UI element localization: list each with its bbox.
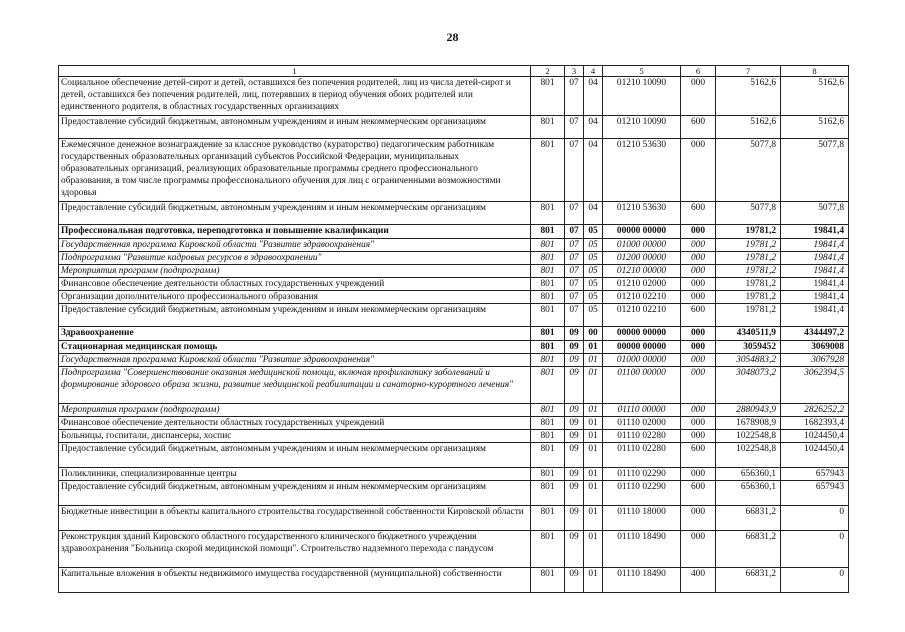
expense-type-cell: 000 <box>681 430 716 443</box>
expense-type-cell: 000 <box>681 239 716 252</box>
amount-year1-cell: 66831,2 <box>716 531 781 568</box>
table-row <box>59 481 849 506</box>
expense-type-cell: 000 <box>681 225 716 239</box>
header-cell: 3 <box>565 66 584 77</box>
table-row <box>59 139 849 202</box>
section-code-cell: 07 <box>565 202 584 225</box>
chapter-code-cell: 801 <box>531 225 565 239</box>
row-name-cell: Бюджетные инвестиции в объекты капитального строительства государственной собственности Кировской области <box>59 506 531 531</box>
section-code-cell: 07 <box>565 291 584 304</box>
subsection-code-cell: 05 <box>584 239 603 252</box>
amount-year1-cell: 19781,2 <box>716 265 781 278</box>
expense-type-cell: 400 <box>681 568 716 593</box>
expense-type-cell: 000 <box>681 531 716 568</box>
header-cell: 6 <box>681 66 716 77</box>
table-row <box>59 202 849 225</box>
table-row <box>59 304 849 327</box>
section-code-cell: 07 <box>565 239 584 252</box>
expense-type-cell: 000 <box>681 417 716 430</box>
amount-year1-cell: 1678908,9 <box>716 417 781 430</box>
row-name-cell: Капитальные вложения в объекты недвижимого имущества государственной (муниципальной) собственности <box>59 568 531 593</box>
section-code-cell: 07 <box>565 225 584 239</box>
subsection-code-cell: 01 <box>584 430 603 443</box>
amount-year1-cell: 3059452 <box>716 341 781 354</box>
row-name-cell: Предоставление субсидий бюджетным, автономным учреждениям и иным некоммерческим организациям <box>59 443 531 468</box>
row-name-cell: Государственная программа Кировской области "Развитие здравоохранения" <box>59 354 531 367</box>
amount-year2-cell: 5162,6 <box>781 77 849 116</box>
amount-year1-cell: 1022548,8 <box>716 430 781 443</box>
header-cell: 7 <box>716 66 781 77</box>
amount-year2-cell: 5077,8 <box>781 139 849 202</box>
amount-year2-cell: 19841,4 <box>781 291 849 304</box>
table-row <box>59 568 849 593</box>
page-number: 28 <box>446 30 459 44</box>
expense-type-cell: 600 <box>681 116 716 139</box>
amount-year2-cell: 0 <box>781 506 849 531</box>
chapter-code-cell: 801 <box>531 327 565 341</box>
row-name-cell: Больницы, госпитали, диспансеры, хоспис <box>59 430 531 443</box>
expense-type-cell: 000 <box>681 506 716 531</box>
expense-type-cell: 000 <box>681 291 716 304</box>
chapter-code-cell: 801 <box>531 481 565 506</box>
subsection-code-cell: 04 <box>584 116 603 139</box>
row-name-cell: Ежемесячное денежное вознаграждение за классное руководство (кураторство) педагогическим работникам государственных образовательных организаций субъектов Российской Федерации, муниципальных образовательных организаций, реализующих образовательные программы среднего профессионального образования, в том числе программы профессионального обучения для лиц с ограниченными возможностями здоровья <box>59 139 531 202</box>
subsection-code-cell: 05 <box>584 278 603 291</box>
amount-year1-cell: 5077,8 <box>716 202 781 225</box>
row-name-cell: Мероприятия программ (подпрограмм) <box>59 265 531 278</box>
expense-type-cell: 000 <box>681 252 716 265</box>
budget-table <box>58 65 849 593</box>
table-row <box>59 265 849 278</box>
chapter-code-cell: 801 <box>531 367 565 404</box>
chapter-code-cell: 801 <box>531 265 565 278</box>
row-name-cell: Предоставление субсидий бюджетным, автономным учреждениям и иным некоммерческим организациям <box>59 481 531 506</box>
row-name-cell: Мероприятия программ (подпрограмм) <box>59 404 531 417</box>
target-article-cell: 00000 00000 <box>603 327 681 341</box>
table-row <box>59 531 849 568</box>
row-name-cell: Предоставление субсидий бюджетным, автономным учреждениям и иным некоммерческим организациям <box>59 202 531 225</box>
subsection-code-cell: 01 <box>584 531 603 568</box>
chapter-code-cell: 801 <box>531 531 565 568</box>
section-code-cell: 07 <box>565 252 584 265</box>
section-code-cell: 07 <box>565 304 584 327</box>
expense-type-cell: 000 <box>681 77 716 116</box>
target-article-cell: 01210 53630 <box>603 139 681 202</box>
row-name-cell: Здравоохранение <box>59 327 531 341</box>
amount-year1-cell: 19781,2 <box>716 291 781 304</box>
subsection-code-cell: 01 <box>584 481 603 506</box>
amount-year1-cell: 2880943,9 <box>716 404 781 417</box>
row-name-cell: Предоставление субсидий бюджетным, автономным учреждениям и иным некоммерческим организациям <box>59 304 531 327</box>
section-code-cell: 09 <box>565 404 584 417</box>
target-article-cell: 01000 00000 <box>603 239 681 252</box>
table-row <box>59 417 849 430</box>
table-row <box>59 468 849 481</box>
chapter-code-cell: 801 <box>531 341 565 354</box>
amount-year2-cell: 1024450,4 <box>781 443 849 468</box>
section-code-cell: 09 <box>565 430 584 443</box>
target-article-cell: 01200 00000 <box>603 252 681 265</box>
table-row <box>59 116 849 139</box>
amount-year2-cell: 657943 <box>781 468 849 481</box>
row-name-cell: Поликлиники, специализированные центры <box>59 468 531 481</box>
chapter-code-cell: 801 <box>531 116 565 139</box>
target-article-cell: 00000 00000 <box>603 225 681 239</box>
amount-year1-cell: 656360,1 <box>716 468 781 481</box>
chapter-code-cell: 801 <box>531 239 565 252</box>
expense-type-cell: 000 <box>681 278 716 291</box>
amount-year1-cell: 4340511,9 <box>716 327 781 341</box>
amount-year2-cell: 1024450,4 <box>781 430 849 443</box>
section-code-cell: 07 <box>565 116 584 139</box>
amount-year1-cell: 66831,2 <box>716 568 781 593</box>
subsection-code-cell: 05 <box>584 291 603 304</box>
target-article-cell: 00000 00000 <box>603 341 681 354</box>
table-row <box>59 404 849 417</box>
amount-year1-cell: 19781,2 <box>716 225 781 239</box>
amount-year1-cell: 5077,8 <box>716 139 781 202</box>
subsection-code-cell: 01 <box>584 568 603 593</box>
table-row <box>59 77 849 116</box>
amount-year2-cell: 0 <box>781 568 849 593</box>
section-code-cell: 09 <box>565 327 584 341</box>
amount-year2-cell: 1682393,4 <box>781 417 849 430</box>
chapter-code-cell: 801 <box>531 417 565 430</box>
section-code-cell: 07 <box>565 77 584 116</box>
section-code-cell: 09 <box>565 568 584 593</box>
amount-year1-cell: 19781,2 <box>716 239 781 252</box>
amount-year2-cell: 657943 <box>781 481 849 506</box>
row-name-cell: Стационарная медицинская помощь <box>59 341 531 354</box>
table-row <box>59 341 849 354</box>
section-code-cell: 09 <box>565 443 584 468</box>
section-code-cell: 09 <box>565 468 584 481</box>
chapter-code-cell: 801 <box>531 468 565 481</box>
row-name-cell: Подпрограмма "Развитие кадровых ресурсов в здравоохранении" <box>59 252 531 265</box>
section-code-cell: 07 <box>565 265 584 278</box>
row-name-cell: Предоставление субсидий бюджетным, автономным учреждениям и иным некоммерческим организациям <box>59 116 531 139</box>
expense-type-cell: 600 <box>681 304 716 327</box>
header-cell: 1 <box>59 66 531 77</box>
table-row <box>59 506 849 531</box>
target-article-cell: 01110 18490 <box>603 531 681 568</box>
section-code-cell: 09 <box>565 481 584 506</box>
section-code-cell: 09 <box>565 417 584 430</box>
header-cell: 2 <box>531 66 565 77</box>
chapter-code-cell: 801 <box>531 443 565 468</box>
amount-year2-cell: 19841,4 <box>781 239 849 252</box>
expense-type-cell: 000 <box>681 265 716 278</box>
amount-year1-cell: 5162,6 <box>716 77 781 116</box>
amount-year1-cell: 19781,2 <box>716 304 781 327</box>
row-name-cell: Организации дополнительного профессионального образования <box>59 291 531 304</box>
target-article-cell: 01000 00000 <box>603 354 681 367</box>
target-article-cell: 01100 00000 <box>603 367 681 404</box>
amount-year2-cell: 5077,8 <box>781 202 849 225</box>
chapter-code-cell: 801 <box>531 568 565 593</box>
subsection-code-cell: 04 <box>584 77 603 116</box>
expense-type-cell: 000 <box>681 139 716 202</box>
target-article-cell: 01110 02280 <box>603 443 681 468</box>
table-row <box>59 443 849 468</box>
expense-type-cell: 600 <box>681 443 716 468</box>
header-row <box>59 66 849 77</box>
chapter-code-cell: 801 <box>531 202 565 225</box>
target-article-cell: 01210 02210 <box>603 304 681 327</box>
amount-year2-cell: 4344497,2 <box>781 327 849 341</box>
amount-year2-cell: 3067928 <box>781 354 849 367</box>
amount-year2-cell: 19841,4 <box>781 278 849 291</box>
header-cell: 5 <box>603 66 681 77</box>
chapter-code-cell: 801 <box>531 354 565 367</box>
target-article-cell: 01210 53630 <box>603 202 681 225</box>
section-code-cell: 09 <box>565 341 584 354</box>
subsection-code-cell: 05 <box>584 252 603 265</box>
amount-year1-cell: 656360,1 <box>716 481 781 506</box>
subsection-code-cell: 01 <box>584 468 603 481</box>
chapter-code-cell: 801 <box>531 291 565 304</box>
expense-type-cell: 000 <box>681 468 716 481</box>
target-article-cell: 01110 18490 <box>603 568 681 593</box>
chapter-code-cell: 801 <box>531 77 565 116</box>
row-name-cell: Финансовое обеспечение деятельности областных государственных учреждений <box>59 417 531 430</box>
amount-year2-cell: 0 <box>781 531 849 568</box>
expense-type-cell: 600 <box>681 481 716 506</box>
amount-year1-cell: 1022548,8 <box>716 443 781 468</box>
table-row <box>59 252 849 265</box>
target-article-cell: 01210 02000 <box>603 278 681 291</box>
amount-year2-cell: 3069008 <box>781 341 849 354</box>
expense-type-cell: 000 <box>681 367 716 404</box>
target-article-cell: 01210 00000 <box>603 265 681 278</box>
row-name-cell: Подпрограмма "Совершенствование оказания медицинской помощи, включая профилактику заболеваний и формирование здорового образа жизни, развитие медицинской реабилитации и санаторно-курортного лечения" <box>59 367 531 404</box>
target-article-cell: 01210 10090 <box>603 77 681 116</box>
section-code-cell: 07 <box>565 139 584 202</box>
table-row <box>59 225 849 239</box>
amount-year2-cell: 5162,6 <box>781 116 849 139</box>
amount-year1-cell: 5162,6 <box>716 116 781 139</box>
subsection-code-cell: 04 <box>584 139 603 202</box>
subsection-code-cell: 04 <box>584 202 603 225</box>
subsection-code-cell: 05 <box>584 304 603 327</box>
section-code-cell: 07 <box>565 278 584 291</box>
table-row <box>59 278 849 291</box>
chapter-code-cell: 801 <box>531 139 565 202</box>
amount-year2-cell: 19841,4 <box>781 252 849 265</box>
chapter-code-cell: 801 <box>531 404 565 417</box>
chapter-code-cell: 801 <box>531 278 565 291</box>
amount-year1-cell: 66831,2 <box>716 506 781 531</box>
target-article-cell: 01110 02290 <box>603 468 681 481</box>
subsection-code-cell: 01 <box>584 506 603 531</box>
table-row <box>59 354 849 367</box>
header-cell: 4 <box>584 66 603 77</box>
amount-year2-cell: 19841,4 <box>781 265 849 278</box>
expense-type-cell: 000 <box>681 327 716 341</box>
amount-year2-cell: 19841,4 <box>781 225 849 239</box>
row-name-cell: Реконструкция зданий Кировского областного государственного клинического бюджетного учреждения здравоохранения "Больница скорой медицинской помощи". Строительство надземного перехода с пандусом <box>59 531 531 568</box>
amount-year2-cell: 3062394,5 <box>781 367 849 404</box>
expense-type-cell: 000 <box>681 354 716 367</box>
amount-year1-cell: 19781,2 <box>716 252 781 265</box>
table-row <box>59 327 849 341</box>
subsection-code-cell: 05 <box>584 225 603 239</box>
amount-year2-cell: 2826252,2 <box>781 404 849 417</box>
row-name-cell: Профессиональная подготовка, переподготовка и повышение квалификации <box>59 225 531 239</box>
chapter-code-cell: 801 <box>531 252 565 265</box>
chapter-code-cell: 801 <box>531 304 565 327</box>
subsection-code-cell: 05 <box>584 265 603 278</box>
target-article-cell: 01110 02290 <box>603 481 681 506</box>
expense-type-cell: 000 <box>681 341 716 354</box>
subsection-code-cell: 01 <box>584 367 603 404</box>
row-name-cell: Государственная программа Кировской области "Развитие здравоохранения" <box>59 239 531 252</box>
section-code-cell: 09 <box>565 506 584 531</box>
expense-type-cell: 000 <box>681 404 716 417</box>
amount-year1-cell: 3048073,2 <box>716 367 781 404</box>
row-name-cell: Социальное обеспечение детей-сирот и детей, оставшихся без попечения родителей, лиц из числа детей-сирот и детей, оставшихся без попечения родителей, лиц, потерявших в период обучения обоих родителей или единственного родителя, в областных государственных организациях <box>59 77 531 116</box>
target-article-cell: 01110 00000 <box>603 404 681 417</box>
table-row <box>59 291 849 304</box>
amount-year1-cell: 3054883,2 <box>716 354 781 367</box>
section-code-cell: 09 <box>565 531 584 568</box>
table-row <box>59 430 849 443</box>
amount-year1-cell: 19781,2 <box>716 278 781 291</box>
section-code-cell: 09 <box>565 367 584 404</box>
target-article-cell: 01110 18000 <box>603 506 681 531</box>
expense-type-cell: 600 <box>681 202 716 225</box>
target-article-cell: 01210 10090 <box>603 116 681 139</box>
target-article-cell: 01110 02000 <box>603 417 681 430</box>
header-cell: 8 <box>781 66 849 77</box>
section-code-cell: 09 <box>565 354 584 367</box>
subsection-code-cell: 01 <box>584 354 603 367</box>
amount-year2-cell: 19841,4 <box>781 304 849 327</box>
target-article-cell: 01110 02280 <box>603 430 681 443</box>
chapter-code-cell: 801 <box>531 430 565 443</box>
row-name-cell: Финансовое обеспечение деятельности областных государственных учреждений <box>59 278 531 291</box>
subsection-code-cell: 00 <box>584 327 603 341</box>
subsection-code-cell: 01 <box>584 417 603 430</box>
subsection-code-cell: 01 <box>584 443 603 468</box>
subsection-code-cell: 01 <box>584 404 603 417</box>
chapter-code-cell: 801 <box>531 506 565 531</box>
target-article-cell: 01210 02210 <box>603 291 681 304</box>
table-row <box>59 367 849 404</box>
table-row <box>59 239 849 252</box>
subsection-code-cell: 01 <box>584 341 603 354</box>
